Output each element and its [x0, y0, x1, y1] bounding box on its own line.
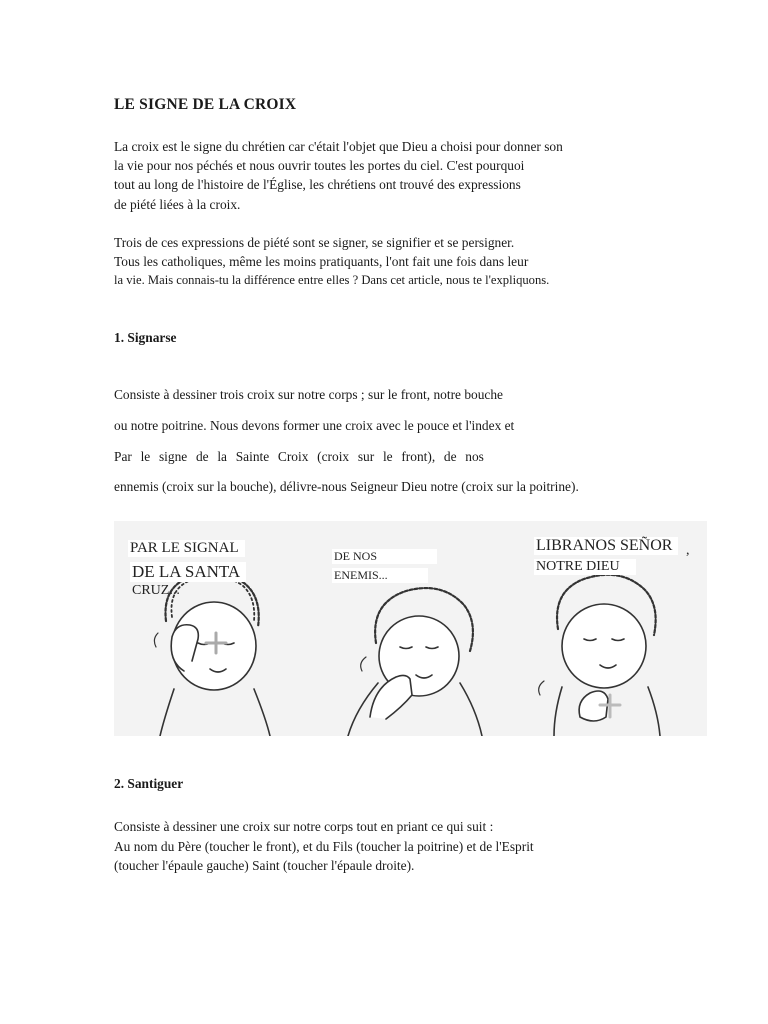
text-line: de piété liées à la croix. — [114, 197, 241, 212]
word: sur — [357, 449, 375, 464]
caption-panel1-line1: PAR LE SIGNAL — [128, 540, 245, 557]
word: le — [140, 449, 151, 464]
text-line: la vie. Mais connais-tu la différence entre elles ? Dans cet article, nous te l'expliquons. — [114, 273, 550, 287]
text-line: Tous les catholiques, même les moins pratiquants, l'ont fait une fois dans leur — [114, 254, 529, 269]
word: nos — [465, 449, 484, 464]
child-figure-chest — [539, 575, 660, 736]
text-line: (toucher l'épaule gauche) Saint (toucher l'épaule droite). — [114, 858, 415, 873]
sign-of-cross-illustration — [114, 521, 707, 736]
caption-panel2-line1: DE NOS — [332, 549, 437, 564]
text-line: Consiste à dessiner une croix sur notre corps tout en priant ce qui suit : — [114, 819, 494, 834]
page-title: LE SIGNE DE LA CROIX — [114, 96, 297, 113]
word: Croix — [277, 449, 309, 464]
text-line: Au nom du Père (toucher le front), et du Fils (toucher la poitrine) et de l'Esprit — [114, 839, 534, 854]
word: front), — [401, 449, 436, 464]
word: Sainte — [235, 449, 270, 464]
word: le — [382, 449, 393, 464]
caption-panel1-line2: DE LA SANTA — [130, 562, 246, 582]
word: la — [217, 449, 227, 464]
word: signe — [158, 449, 188, 464]
text-line: ou notre poitrine. Nous devons former une croix avec le pouce et l'index et — [114, 418, 515, 433]
word: de — [443, 449, 457, 464]
text-line: La croix est le signe du chrétien car c'était l'objet que Dieu a choisi pour donner son — [114, 139, 563, 154]
section-heading-signarse: 1. Signarse — [114, 330, 177, 345]
caption-panel3-line1: LIBRANOS SEÑOR — [534, 537, 678, 555]
word: (croix — [317, 449, 350, 464]
justified-text-line — [114, 447, 484, 467]
caption-panel3-line2: NOTRE DIEU — [534, 559, 636, 575]
caption-panel3-comma: , — [686, 543, 690, 558]
word: de — [195, 449, 209, 464]
child-figure-mouth — [348, 588, 482, 736]
text-line: Trois de ces expressions de piété sont se signer, se signifier et se persigner. — [114, 235, 515, 250]
text-line: Consiste à dessiner trois croix sur notre corps ; sur le front, notre bouche — [114, 387, 503, 402]
text-line: ennemis (croix sur la bouche), délivre-nous Seigneur Dieu notre (croix sur la poitrine). — [114, 479, 579, 494]
text-line: tout au long de l'histoire de l'Église, les chrétiens ont trouvé des expressions — [114, 177, 521, 192]
word: Par — [114, 449, 132, 464]
section-heading-santiguer: 2. Santiguer — [114, 776, 184, 791]
text-line: la vie pour nos péchés et nous ouvrir toutes les portes du ciel. C'est pourquoi — [114, 158, 525, 173]
caption-panel1-line3: CRUZ... — [132, 583, 180, 598]
caption-panel2-line2: ENEMIS... — [332, 568, 428, 583]
